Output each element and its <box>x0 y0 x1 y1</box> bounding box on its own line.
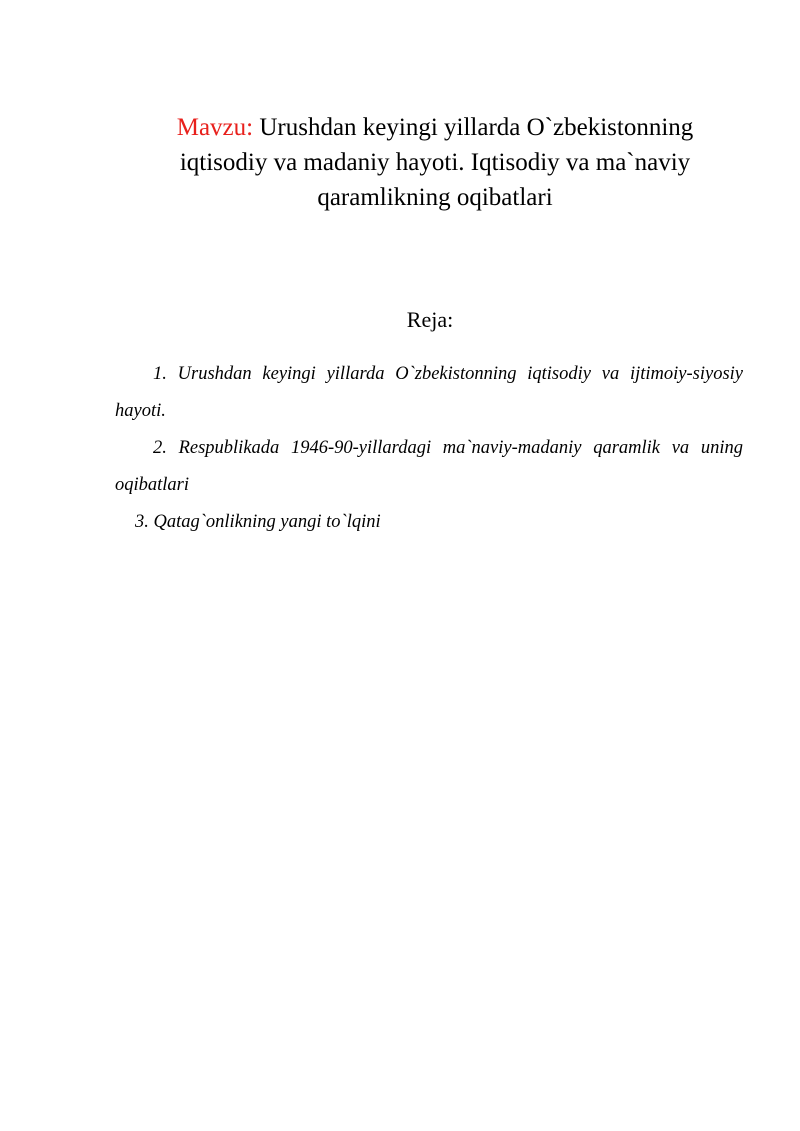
plan-heading: Reja: <box>406 307 454 332</box>
document-title <box>140 110 730 215</box>
plan-item-3: 3. Qatag`onlikning yangi to`lqini <box>135 512 381 532</box>
plan-item-2: 2. Respublikada 1946-90-yillardagi ma`naviy-madaniy qaramlik va uning oqibatlari <box>115 438 743 495</box>
title-text: Urushdan keyingi yillarda O`zbekistonning iqtisodiy va madaniy hayoti. Iqtisodiy va ma`naviy qaramlikning oqibatlari <box>179 114 694 211</box>
plan-list <box>115 356 743 541</box>
title-label: Mavzu: <box>176 114 254 141</box>
plan-item-1: 1. Urushdan keyingi yillarda O`zbekistonning iqtisodiy va ijtimoiy-siyosiy hayoti. <box>115 364 743 421</box>
